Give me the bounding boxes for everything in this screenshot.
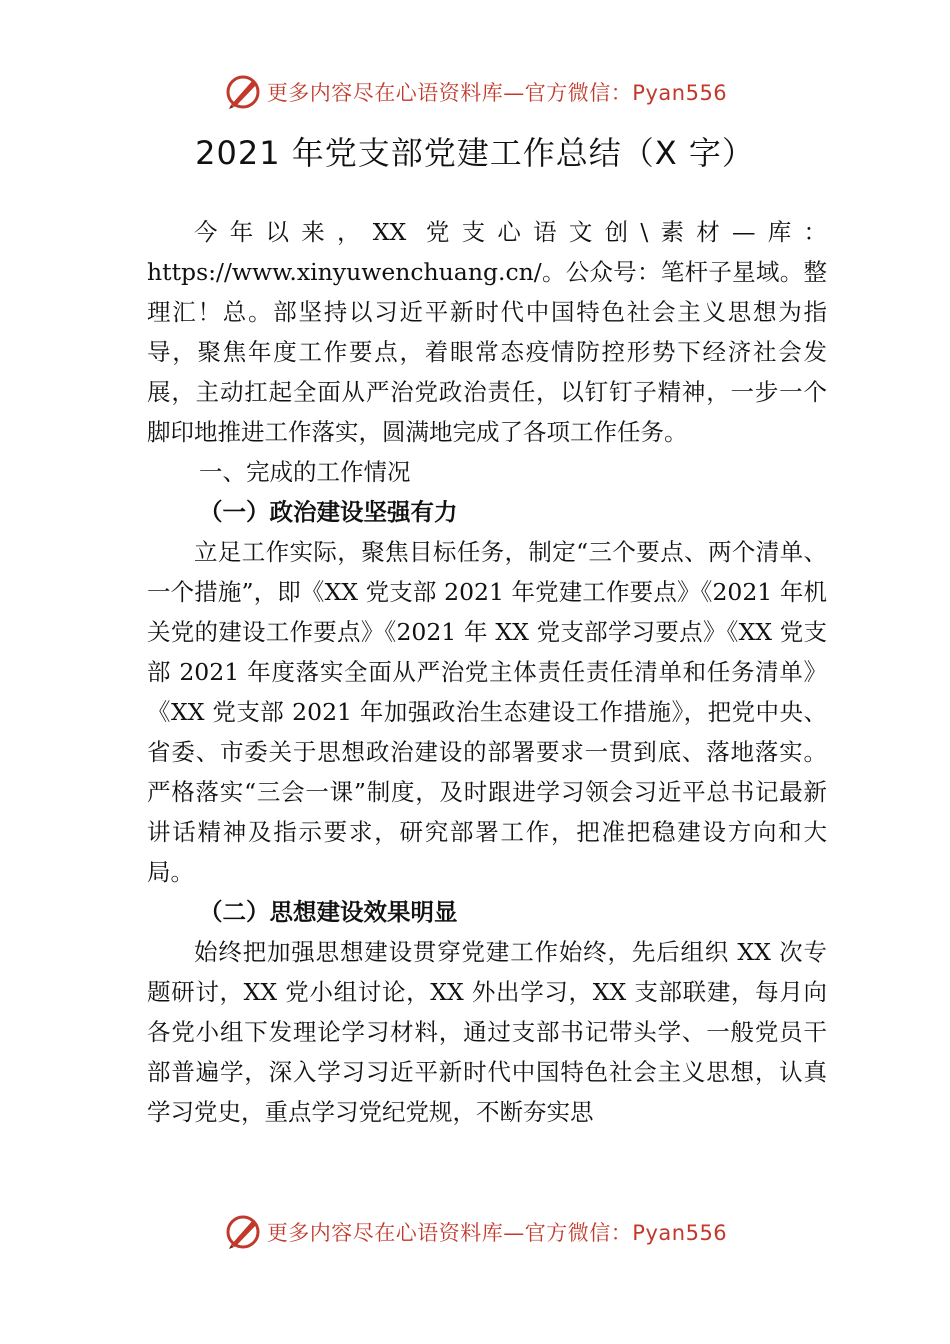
paragraph-1: 立足工作实际，聚焦目标任务，制定“三个要点、两个清单、一个措施”，即《XX 党支部 2021 年党建工作要点》《2021 年机关党的建设工作要点》《2021 年 XX 党支部学习要点》《XX 党支部 2021 年度落实全面从严治党主体责任责任清单和任务清单》《XX 党支部 2021 年加强政治生态建设工作措施》，把党中央、省委、市委关于思想政治建设的部署要求一贯到底、落地落实。严格落实“三会一课”制度，及时跟进学习领会习近平总书记最新讲话精神及指示要求，研究部署工作，把准把稳建设方向和大局。 (147, 538, 827, 886)
watermark-banner-top (0, 72, 950, 112)
subheading-1: （一）政治建设坚强有力 (199, 498, 458, 526)
pen-logo-icon (223, 72, 263, 112)
page-title: 2021 年党支部党建工作总结（X 字） (195, 134, 755, 172)
paragraph-2: 始终把加强思想建设贯穿党建工作始终，先后组织 XX 次专题研讨，XX 党小组讨论，XX 外出学习，XX 支部联建，每月向各党小组下发理论学习材料，通过支部书记带头学、一般党员干部普遍学，深入学习习近平新时代中国特色社会主义思想，认真学习党史，重点学习党纪党规，不断夯实思 (147, 938, 827, 1126)
section-heading-1: 一、完成的工作情况 (199, 458, 411, 486)
intro-paragraph: 今年以来，XX 党支心语文创\素材—库：https://www.xinyuwenchuang.cn/。公众号：笔杆子星域。整理汇！总。部坚持以习近平新时代中国特色社会主义思想为指导，聚焦年度工作要点，着眼常态疫情防控形势下经济社会发展，主动扛起全面从严治党政治责任，以钉钉子精神，一步一个脚印地推进工作落实，圆满地完成了各项工作任务。 (147, 218, 827, 446)
watermark-text-top: 更多内容尽在心语资料库—官方微信：Pyan556 (266, 81, 728, 105)
pen-logo-icon (223, 1212, 263, 1252)
watermark-banner-bottom (0, 1212, 950, 1252)
subheading-2: （二）思想建设效果明显 (199, 898, 458, 926)
watermark-text-bottom: 更多内容尽在心语资料库—官方微信：Pyan556 (266, 1221, 728, 1245)
document-body (147, 212, 827, 1132)
